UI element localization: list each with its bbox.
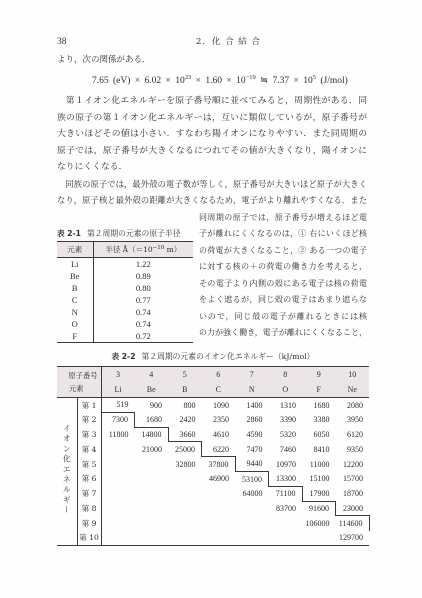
body-text-line: 大きいほどその値は小さい．すなわち陽イオンになりやすい．また同周期の — [57, 129, 367, 139]
radius-value: 0.72 — [93, 330, 193, 343]
ie-value: 8410 — [313, 444, 330, 454]
table-corner-header — [57, 367, 101, 398]
ie-value: 4610 — [213, 429, 229, 439]
element-symbol: O — [269, 383, 303, 398]
atomic-number: 9 — [302, 367, 336, 383]
body-text-line: に対する核の＋の荷電の働き力を考えると， — [199, 262, 367, 271]
atomic-number-header: 原子番号 — [68, 371, 98, 380]
ie-empty-cell — [269, 516, 303, 531]
ie-empty-cell — [168, 531, 202, 546]
ie-empty-cell — [135, 486, 169, 501]
ionization-order-label: 第 6 — [77, 471, 101, 486]
ionization-energy-body — [57, 398, 369, 546]
element-symbol: C — [57, 294, 93, 306]
ionization-order-label: 第 2 — [77, 412, 101, 427]
radius-value: 1.22 — [135, 259, 151, 269]
ie-empty-cell — [101, 442, 135, 457]
body-text-line: 同周期の原子では，原子番号が増えるほど電 — [199, 212, 367, 222]
equation-exponent: 23 — [184, 74, 192, 81]
ie-value: 11000 — [309, 459, 330, 469]
table-row — [57, 258, 193, 271]
ie-row — [57, 398, 369, 413]
ie-value: 17900 — [309, 488, 330, 498]
equation-exponent: −19 — [245, 74, 256, 81]
ie-value: 10970 — [276, 459, 296, 469]
ie-value: 106000 — [305, 518, 330, 528]
atomic-number: 7 — [235, 367, 269, 383]
ie-row — [57, 501, 369, 516]
ie-row — [57, 412, 369, 427]
atomic-number: 10 — [336, 367, 370, 383]
element-symbol: N — [57, 306, 93, 318]
ie-empty-cell — [101, 501, 135, 516]
element-symbol: O — [57, 318, 93, 330]
atomic-number: 3 — [101, 367, 135, 383]
ie-row — [57, 471, 369, 486]
ie-value: 3390 — [280, 415, 296, 425]
ie-value: 2080 — [347, 400, 363, 410]
element-symbol: Ne — [336, 383, 370, 398]
running-head: 2．化 合 結 合 — [196, 36, 262, 47]
ie-value: 18700 — [343, 489, 363, 499]
equation-part: × 1.60 × 10 — [191, 76, 246, 86]
intro-line: より，次の関係がある． — [57, 54, 151, 65]
ie-value: 46900 — [209, 474, 229, 484]
ie-row — [57, 531, 369, 546]
radius-header-text: 半径 Å（＝10 — [105, 245, 153, 254]
ie-value: 25000 — [168, 442, 202, 457]
ie-value: 7300 — [101, 412, 135, 427]
ie-value: 1680 — [146, 414, 162, 424]
table-number: 表 2-1 — [57, 229, 81, 238]
atomic-number: 5 — [168, 367, 202, 383]
ie-value: 11800 — [108, 429, 129, 439]
element-symbol: Li — [101, 383, 135, 398]
body-text-line: なり，原子核と最外殻の距離が大きくなるため，電子がより離れやすくなる．また — [57, 195, 367, 205]
equation-exponent: 5 — [312, 74, 316, 81]
ie-empty-cell — [235, 516, 269, 531]
ie-row — [57, 427, 369, 442]
ie-value: 64000 — [242, 489, 263, 499]
ie-empty-cell — [202, 486, 236, 501]
body-text-line: 原子では，原子番号が大きくなるにつれてその値が大きくなり，陽イオンに — [57, 145, 367, 156]
row-group-label: イオン化エネルギー — [62, 423, 72, 516]
ie-empty-cell — [101, 457, 135, 472]
element-symbol: Be — [57, 270, 93, 282]
body-text-line: 子が離れにくくなるのは，① 右にいくほど核 — [199, 229, 367, 238]
element-column-header: 元素 — [57, 242, 93, 258]
ie-empty-cell — [269, 531, 303, 546]
ie-empty-cell — [202, 531, 236, 546]
ie-value: 21000 — [142, 444, 162, 454]
ie-value: 6220 — [213, 444, 229, 454]
ionization-energy-table — [57, 366, 370, 546]
element-symbol: B — [57, 282, 93, 294]
table-caption — [57, 227, 181, 240]
radius-column-header — [93, 242, 193, 258]
radius-value: 0.80 — [135, 283, 151, 293]
table-title: 第２周期の元素のイオン化エネルギー（kJ/mol） — [141, 352, 315, 361]
ie-empty-cell — [168, 486, 202, 501]
ie-empty-cell — [202, 501, 236, 516]
ie-value: 129700 — [336, 531, 370, 546]
body-text-line: いので，同じ殻の電子が離れるときには核 — [199, 311, 367, 321]
table-number: 表 2-2 — [111, 352, 136, 361]
body-text-line: をよく遮るが，同じ殻の電子はあまり遮らな — [199, 295, 367, 304]
element-symbol: C — [202, 383, 236, 398]
body-text-line: その電子より内側の殻にある電子は核の荷電 — [199, 278, 367, 288]
ie-empty-cell — [135, 531, 169, 546]
ie-value: 37800 — [202, 457, 236, 472]
element-symbol-row — [57, 383, 369, 398]
body-text-line: 同族の原子では，最外殻の電子数が等しく，原子番号が大きいほど原子が大きく — [65, 178, 367, 189]
atomic-number: 4 — [135, 367, 169, 383]
ie-value: 7470 — [246, 444, 263, 454]
ie-value: 800 — [183, 400, 196, 410]
ie-empty-cell — [235, 531, 269, 546]
ie-empty-cell — [168, 516, 202, 531]
ie-value: 6050 — [313, 429, 330, 439]
ionization-order-label: 第 9 — [77, 516, 101, 531]
table-row — [57, 270, 193, 282]
ie-value: 91600 — [302, 501, 336, 516]
ionization-order-label: 第 4 — [77, 442, 101, 457]
page-number: 38 — [57, 36, 67, 47]
equation-part: 7.65 (eV) × 6.02 × 10 — [92, 76, 185, 86]
ie-empty-cell — [235, 501, 269, 516]
ionization-order-label: 第 8 — [77, 501, 101, 516]
radius-value: 0.77 — [135, 295, 151, 305]
body-text-line: の力が強く働き，電子が離れにくくなること， — [199, 328, 367, 337]
atomic-radius-table — [57, 241, 193, 343]
ie-row — [57, 516, 369, 531]
ie-value: 519 — [116, 400, 129, 410]
ie-value: 71100 — [269, 486, 303, 501]
element-header: 元素 — [69, 384, 84, 393]
ie-empty-cell — [135, 457, 169, 472]
ie-row — [57, 442, 369, 457]
ionization-energy-row-group — [57, 398, 77, 546]
ie-value: 5320 — [280, 429, 296, 439]
table-row — [57, 330, 193, 343]
body-text-line: なりにくくなる． — [57, 162, 128, 172]
ie-value: 2350 — [213, 415, 229, 425]
element-symbol: Be — [135, 383, 169, 398]
ie-value: 15700 — [343, 474, 363, 484]
ie-value: 2420 — [179, 415, 196, 425]
ie-value: 23000 — [343, 503, 363, 513]
body-text-line: 第１イオン化エネルギーを原子番号順に並べてみると，周期性がある．同 — [65, 96, 367, 106]
ie-empty-cell — [101, 486, 135, 501]
table-row — [57, 318, 193, 330]
ie-value: 1310 — [280, 400, 296, 410]
ionization-order-label: 第 1 — [77, 398, 101, 413]
ie-value: 1680 — [313, 400, 330, 410]
ie-value: 7460 — [280, 444, 296, 454]
energy-conversion-equation — [92, 74, 348, 89]
ie-empty-cell — [168, 471, 202, 486]
ie-value: 14800 — [135, 427, 169, 442]
ie-value: 9350 — [347, 444, 363, 454]
atomic-number: 6 — [202, 367, 236, 383]
table-title: 第２周期の元素の原子半径 — [86, 229, 181, 238]
ie-value: 83700 — [276, 503, 296, 513]
ie-row — [57, 486, 369, 501]
ionization-order-label: 第 10 — [77, 531, 101, 546]
ie-empty-cell — [135, 516, 169, 531]
equation-part: ≒ 7.37 × 10 — [255, 76, 313, 86]
body-text-line: 族の原子の第１イオン化エネルギーは，互いに類似しているが，原子番号が — [57, 112, 367, 123]
table-row — [57, 294, 193, 306]
table-row — [57, 306, 193, 318]
table-caption — [57, 350, 369, 363]
ie-value: 12200 — [343, 459, 363, 469]
table-header-row — [57, 242, 193, 258]
ie-value: 1400 — [246, 400, 263, 410]
ie-value: 2860 — [246, 415, 263, 425]
radius-header-unit: m） — [164, 245, 182, 254]
ie-value: 9440 — [246, 459, 263, 469]
ie-empty-cell — [302, 531, 336, 546]
ie-empty-cell — [101, 516, 135, 531]
table-row — [57, 282, 193, 294]
radius-header-exponent: −10 — [152, 245, 165, 251]
ie-empty-cell — [135, 501, 169, 516]
radius-value: 0.74 — [135, 307, 151, 317]
element-symbol: Li — [57, 258, 93, 271]
ie-value: 3380 — [313, 415, 330, 425]
ionization-order-label: 第 5 — [77, 457, 101, 472]
ie-value: 3660 — [179, 429, 196, 439]
ie-value: 53100 — [235, 471, 269, 486]
element-symbol: B — [168, 383, 202, 398]
ie-value: 32800 — [175, 459, 196, 469]
ionization-order-label: 第 3 — [77, 427, 101, 442]
ionization-order-label: 第 7 — [77, 486, 101, 501]
ie-value: 4590 — [246, 429, 263, 439]
element-symbol: N — [235, 383, 269, 398]
atomic-number-row — [57, 367, 369, 383]
ie-empty-cell — [101, 471, 135, 486]
ie-value: 900 — [150, 400, 162, 410]
ie-row — [57, 457, 369, 472]
ie-value: 1090 — [213, 400, 229, 410]
element-symbol: F — [57, 330, 93, 343]
ie-empty-cell — [135, 471, 169, 486]
ie-value: 114600 — [336, 516, 370, 531]
atomic-number: 8 — [269, 367, 303, 383]
ie-empty-cell — [168, 501, 202, 516]
ie-value: 13300 — [276, 474, 296, 484]
body-text-line: の荷電が大きくなること，② ある一つの電子 — [199, 245, 367, 255]
ie-value: 6120 — [347, 429, 363, 439]
ie-value: 3950 — [347, 415, 363, 425]
equation-part: (J/mol) — [315, 76, 348, 86]
radius-value: 0.74 — [135, 319, 151, 329]
element-symbol: F — [302, 383, 336, 398]
radius-value: 0.89 — [135, 271, 151, 281]
ie-empty-cell — [202, 516, 236, 531]
ie-empty-cell — [101, 531, 135, 546]
ie-value: 15100 — [309, 474, 330, 484]
